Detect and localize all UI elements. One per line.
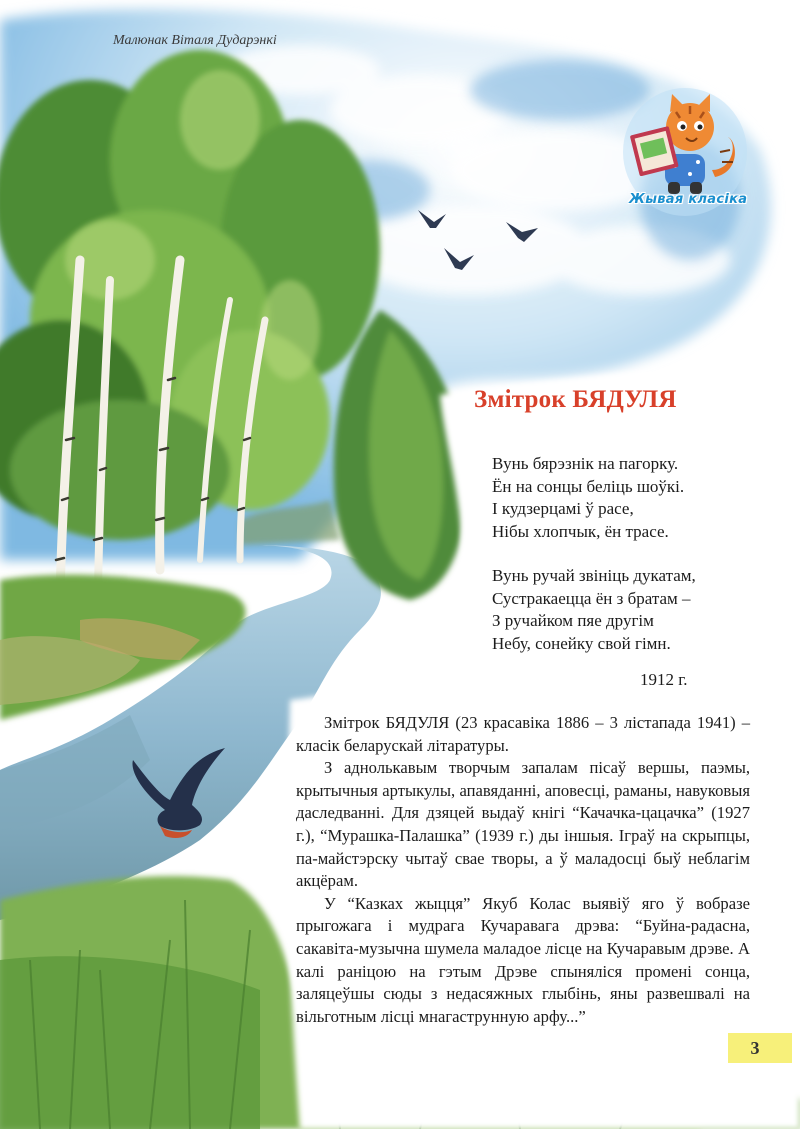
section-badge-label: Жывая класіка [629,192,748,207]
bio-paragraph: З аднолькавым творчым запалам пісаў вершы, паэмы, крытычныя артыкулы, апавяданні, аповесці, раманы, навуковыя даследванні. Для дзяцей выдаў кнігі “Качачка-цацачка” (1927 г.), “Мурашка-Палашка” (1939 г.) ды іншыя. Іграў на скрыпцы, па-майстэрску чытаў свае творы, а ў маладосці быў неблагім акцёрам. [296,758,750,891]
poem-line: Ён на сонцы беліць шоўкі. [492,476,685,496]
poem-line: І кудзерцамі ў расе, [492,499,634,518]
poem-line: Небу, сонейку свой гімн. [492,633,671,653]
page-number: 3 [728,1033,792,1063]
poem-date: 1912 г. [640,670,688,689]
illustration-credit: Малюнак Віталя Дударэнкі [113,33,277,48]
poem-line: Нібы хлопчык, ён трасе. [492,521,669,541]
poem-line: З ручайком пяе другім [492,611,654,630]
stanza-gap [492,543,696,565]
poem-line: Вунь бярэзнік на пагорку. [492,454,679,473]
author-title: Змітрок БЯДУЛЯ [474,386,677,413]
poem-line: Сустракаецца ён з братам – [492,588,691,608]
poem-line: Вунь ручай звініць дукатам, [492,566,696,585]
poem [492,453,696,655]
bio-paragraph: У “Казках жыцця” Якуб Колас выявіў яго ў вобразе прыгожага і мудрага Кучаравага дрэва: “Буйна-радасна, сакавіта-музычна шумела маладое лісце на Кучаравым дрэве. А калі раніцою на гэтым Дрэве спыняліся промені сонца, заляцеўшы сюды з недасяжных глыбінь, яны развешвалі на вільготным лісці мнагаструнную арфу...” [296,893,750,1026]
author-biography [296,712,750,1028]
bio-paragraph: Змітрок БЯДУЛЯ (23 красавіка 1886 – 3 лістапада 1941) – класік беларускай літаратуры. [296,713,750,755]
